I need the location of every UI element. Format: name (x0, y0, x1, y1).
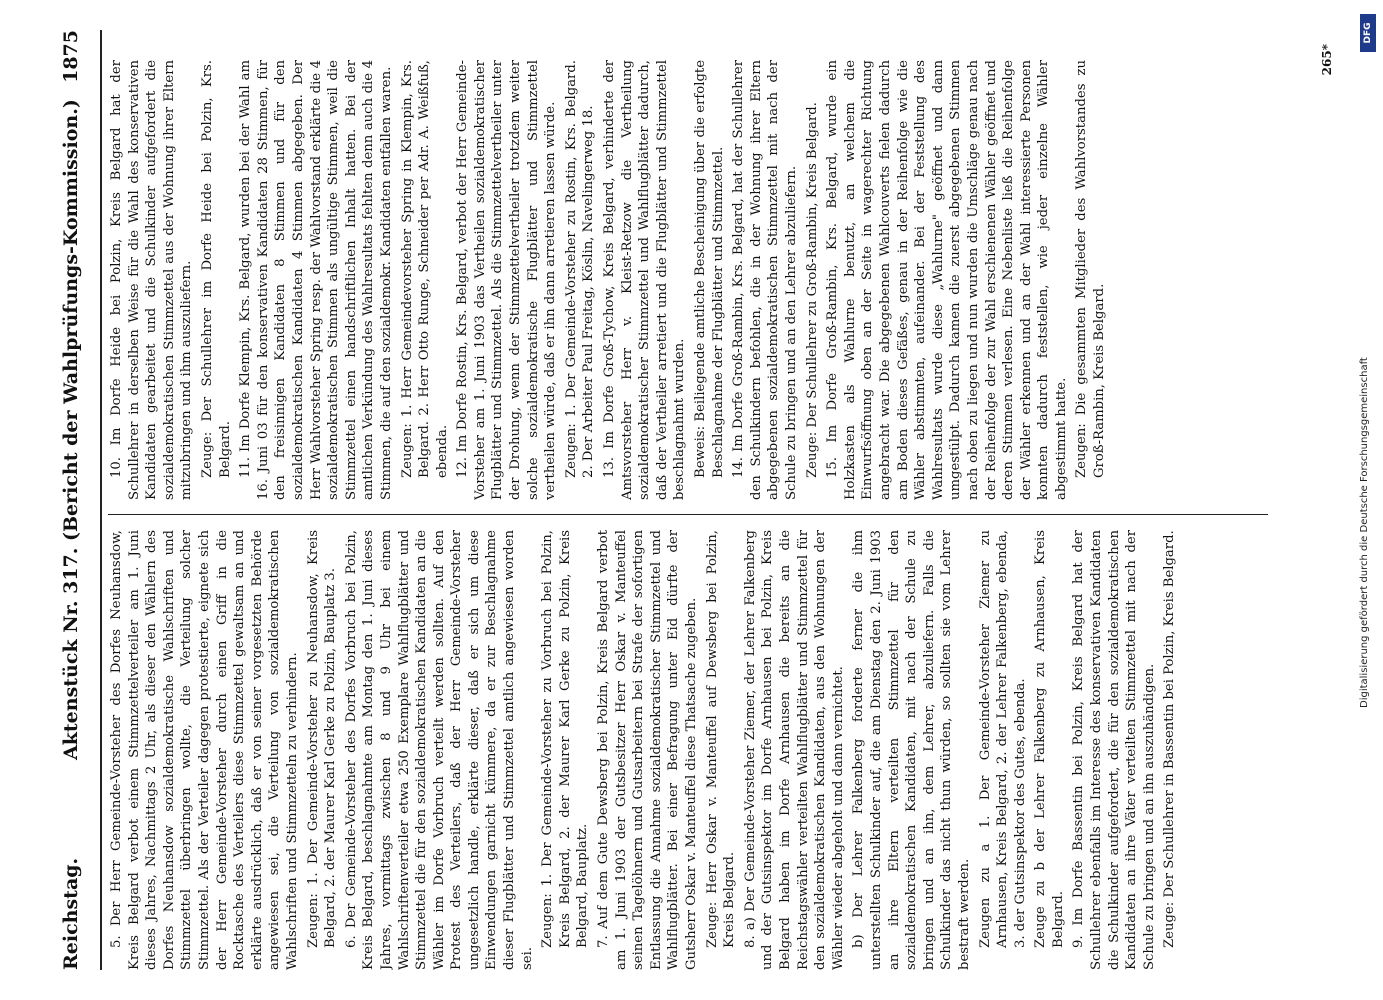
page-header (50, 30, 104, 970)
left-column-paragraph: b) Der Lehrer Falkenberg forderte ferner die ihm unterstellten Schulkinder auf, die am Dienstag den 2. Juni 1903 an ihre Eltern verteilten Stimmzettel für den sozialdemokratischen Kandidaten, mit nach der Schule zu bringen und an ihn, dem Lehrer, abzuliefern. Falls die Schulkinder das nicht thun würden, so sollten sie vom Lehrer bestraft werden. (851, 530, 972, 970)
right-column-paragraph: 14. Im Dorfe Groß-Rambin, Krs. Belgard, hat der Schullehrer den Schulkindern befohlen, die in der Wohnung ihrer Eltern abgegebenen sozialdemokratischen Stimmzettel mit nach der Schule zu bringen und an den Lehrer abzuliefern. (731, 60, 799, 500)
column-divider (108, 514, 1268, 515)
left-column-paragraph: Zeugen: 1. Der Gemeinde-Vorsteher zu Neuhansdow, Kreis Belgard, 2. der Maurer Karl Gerke zu Polzin, Bauplatz 3. (305, 530, 339, 948)
page-number: 1875 (60, 30, 82, 83)
digitization-sidebar (1355, 8, 1381, 998)
right-column-paragraph: Beweis: Beiliegende amtliche Bescheinigung über die erfolgte Beschlagnahme der Flugblätter und Stimmzettel. (693, 60, 726, 478)
right-column-paragraph: Zeugen: 1. Der Gemeinde-Vorsteher zu Rostin, Krs. Belgard. 2. Der Arbeiter Paul Freitag, Köslin, Navelingerweg 18. (563, 60, 597, 478)
header-reichstag: Reichstag. (60, 857, 82, 970)
header-title: Aktenstück Nr. 317. (Bericht der Wahlprüfungs-Kommission.) (60, 99, 82, 760)
header-rule (100, 30, 102, 970)
left-column-paragraph: 6. Der Gemeinde-Vorsteher des Dorfes Vorbruch bei Polzin, Kreis Belgard, beschlagnahmte am Montag den 1. Juni dieses Jahres, vormittags zwischen 8 und 9 Uhr bei einem Wahlschriftenverteiler etwa 250 Exemplare Wahlflugblätter und Stimmzettel die für den sozialdemokratischen Kandidaten an die Wähler im Dorfe Vorbruch verteilt werden sollten. Auf den Protest des Verteilers, daß der Herr Gemeinde-Vorsteher ungesetzlich handle, erklärte dieser, daß er sich um diese Einwendungen garnicht kümmere, da er zur Beschlagnahme dieser Flugblätter und Stimmzettel amtlich angewiesen worden sei. (343, 530, 535, 970)
left-column-paragraph: Zeuge: Herr Oskar v. Manteuffel auf Dewsberg bei Polzin, Kreis Belgard. (704, 530, 738, 948)
signature-mark: 265* (1320, 44, 1334, 76)
left-column (108, 530, 1338, 970)
left-column-paragraph: Zeuge zu b der Lehrer Falkenberg zu Arnhausen, Kreis Belgard. (1033, 530, 1066, 948)
left-column-paragraph: Zeuge: Der Schullehrer in Bassentin bei Polzin, Kreis Belgard. (1162, 530, 1178, 948)
left-column-paragraph: 7. Auf dem Gute Dewsberg bei Polzin, Kreis Belgard verbot am 1. Juni 1903 der Gutsbesitzer Herr Oskar v. Manteuffel seinen Tagelöhnern und Gutsarbeitern bei Strafe der sofortigen Entlassung die Annahme sozialdemokratischer Stimmzettel und Wahlflugblätter. Bei einer Befragung unter Eid dürfte der Gutsherr Oskar v. Manteuffel diese Thatsache zugeben. (596, 530, 699, 970)
document-sheet (50, 30, 1350, 970)
left-column-paragraph: 9. Im Dorfe Bassentin bei Polzin, Kreis Belgard hat der Schullehrer ebenfalls im Interesse des konservativen Kandidaten die Schulkinder aufgefordert, die für den sozialdemokratischen Kandidaten an ihre Väter verteilten Stimmzettel mit nach der Schule zu bringen und an ihn auszuhändigen. (1071, 530, 1157, 970)
right-column-paragraph: Zeuge: Der Schullehrer im Dorfe Heide bei Polzin, Krs. Belgard. (199, 60, 233, 478)
right-column-paragraph: Zeugen: Die gesammten Mitglieder des Wahlvorstandes zu Groß-Rambin, Kreis Belgard. (1074, 60, 1108, 478)
right-column-paragraph: 15. Im Dorfe Groß-Rambin, Krs. Belgard, wurde ein Holzkasten als Wahlurne benutzt, an welchem die Einwurfsöffnung oben an der Seite in wagerechter Richtung angebracht war. Die abgegebenen Wahlcouverts fielen dadurch am Boden dieses Gefäßes, genau in der Reihenfolge wie die Wähler abstimmten, aufeinander. Bei der Feststellung des Wahlresultats wurde diese „Wahlurne" geöffnet und dann umgestülpt. Dadurch kamen die zuerst abgegebenen Stimmen nach oben zu liegen und nun wurden die Umschläge genau nach der Reihenfolge der zur Wahl erschienenen Wähler geöffnet und deren Stimmen verlesen. Eine Nebenliste ließ die Reihenfolge der Wähler erkennen und an der Wahl interessierte Personen konnten dadurch feststellen, wie jeder einzelne Wähler abgestimmt hatte. (825, 60, 1069, 500)
right-column-paragraph: Zeuge: Der Schullehrer zu Groß-Rambin, Kreis Belgard. (804, 102, 820, 478)
right-column-paragraph: 10. Im Dorfe Heide bei Polzin, Kreis Belgard hat der Schullehrer in derselben Weise für die Wahl des konservativen Kandidaten gearbeitet und die Schulkinder aufgefordert die sozialdemokratischen Stimmzettel aus der Wohnung ihrer Eltern mitzubringen und ihm auszuliefern. (109, 60, 195, 500)
left-column-paragraph: 8. a) Der Gemeinde-Vorsteher Ziemer, der Lehrer Falkenberg und der Gutsinspektor im Dorfe Arnhausen bei Polzin, Kreis Belgard haben im Dorfe Arnhausen die bereits an die Reichstagswähler verteilten Wahlflugblätter und Stimmzettel für den sozialdemokratischen Kandidaten, aus den Wohnungen der Wähler wieder abgeholt und dann vernichtet. (742, 530, 846, 970)
right-column-paragraph: 13. Im Dorfe Groß-Tychow, Kreis Belgard, verhinderte der Amtsvorsteher Herr v. Kleist-Retzow die Vertheilung sozialdemokratischer Stimmzettel und Wahlflugblätter dadurch, daß der Vertheiler arretiert und die Flugblätter und Stimmzettel beschlagnahmt wurden. (602, 60, 688, 500)
left-column-paragraph: 5. Der Herr Gemeinde-Vorsteher des Dorfes Neuhansdow, Kreis Belgard verbot einem Stimmzettelverteiler am 1. Juni dieses Jahres, Nachmittags 2 Uhr, als dieser den Wählern des Dorfes Neuhansdow sozialdemokratische Wahlschriften und Stimmzettel überbringen wollte, die Verteilung solcher Stimmzettel. Als der Verteiler dagegen protestierte, eignete sich der Herr Gemeinde-Vorsteher durch einen Griff in die Rocktasche des Verteilers diese Stimmzettel gewaltsam an und erklärte ausdrücklich, daß er von seiner vorgesetzten Behörde angewiesen sei, die Verteilung von sozialdemokratischen Wahlschriften und Stimmzetteln zu verhindern. (109, 530, 300, 970)
digitization-note: Digitalisierung gefördert durch die Deutsche Forschungsgemeinschaft (1359, 357, 1370, 708)
right-column-paragraph: 11. Im Dorfe Klempin, Krs. Belgard, wurden bei der Wahl am 16. Juni 03 für den konservativen Kandidaten 28 Stimmen, für den freisinnigen Kandidaten 8 Stimmen und für den sozialdemokratischen Kandidaten 4 Stimmen abgegeben. Der Herr Wahlvorsteher Spring resp. der Wahlvorstand erklärte die 4 sozialdemokratischen Stimmen als ungültige Stimmen, weil die Stimmzettel einen handschriftlichen Inhalt hatten. Bei der amtlichen Verkündung des Wahlresultats fehlten denn auch die 4 Stimmen, die auf den sozialdemokr. Kandidaten entfallen waren. (238, 60, 394, 500)
dfg-logo-text: DFG (1363, 22, 1373, 44)
left-column-paragraph: Zeugen: 1. Der Gemeinde-Vorsteher zu Vorbruch bei Polzin, Kreis Belgard, 2. der Maurer Karl Gerke zu Polzin, Kreis Belgard, Bauplatz. (540, 530, 591, 948)
right-column-paragraph: 12. Im Dorfe Rostin, Krs. Belgard, verbot der Herr Gemeinde-Vorsteher am 1. Juni 1903 das Vertheilen sozialdemokratischer Flugblätter und Stimmzettel. Als die Stimmzettelvertheiler unter der Drohung, wenn der Stimmzettelvertheiler trotzdem weiter solche sozialdemokratische Flugblätter und Stimmzettel vertheilen würde, daß er ihn dann arretieren lassen würde. (455, 60, 559, 500)
right-column-paragraph: Zeugen: 1. Herr Gemeindevorsteher Spring in Klempin, Krs. Belgard. 2. Herr Otto Runge, Schneider per Adr. A. Weißfuß, ebenda. (399, 60, 450, 478)
left-column-paragraph: Zeugen zu a 1. Der Gemeinde-Vorsteher Ziemer zu Arnhausen, Kreis Belgard, 2. der Lehrer Falkenberg, ebenda, 3. der Gutsinspektor des Gutes, ebenda. (977, 530, 1028, 948)
right-column (108, 60, 1338, 500)
